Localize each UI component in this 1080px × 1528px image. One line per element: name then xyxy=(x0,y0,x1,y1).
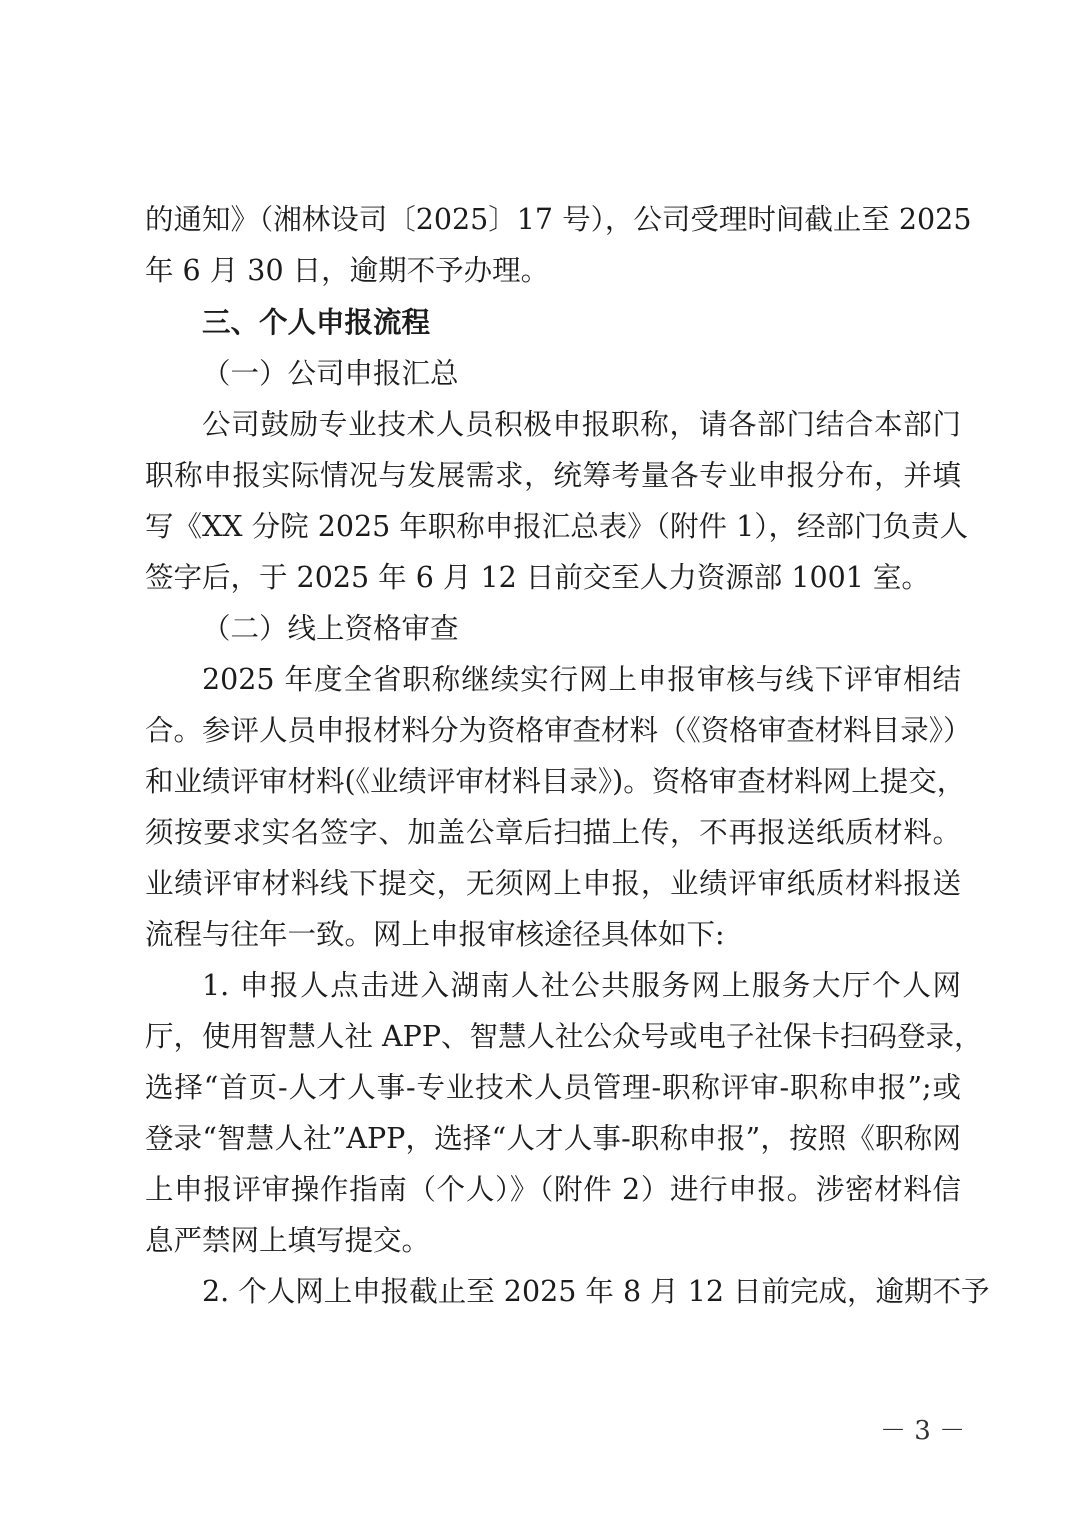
page-number: － 3 － xyxy=(880,1416,966,1446)
body-text-line: 须按要求实名签字、加盖公章后扫描上传，不再报送纸质材料。 xyxy=(145,816,961,849)
body-text-line: 职称申报实际情况与发展需求，统筹考量各专业申报分布，并填 xyxy=(145,459,961,492)
body-text-line: 和业绩评审材料(《业绩评审材料目录》)。资格审查材料网上提交， xyxy=(145,765,966,798)
section-heading: 三、个人申报流程 xyxy=(202,306,431,339)
body-text-line: 2. 个人网上申报截止至 2025 年 8 月 12 日前完成，逾期不予 xyxy=(202,1275,990,1308)
body-text-line: 2025 年度全省职称继续实行网上申报审核与线下评审相结 xyxy=(202,663,961,696)
body-text-line: 合。参评人员申报材料分为资格审查材料（《资格审查材料目录》） xyxy=(145,714,972,747)
subsection-heading: （二）线上资格审查 xyxy=(202,612,459,645)
body-text-line: 1. 申报人点击进入湖南人社公共服务网上服务大厅个人网 xyxy=(202,969,961,1002)
body-text-line: 的通知》（湘林设司〔2025〕17 号），公司受理时间截止至 2025 xyxy=(145,203,972,236)
body-text-line: 上申报评审操作指南（个人）》（附件 2）进行申报。涉密材料信 xyxy=(145,1173,961,1206)
body-text-line: 厅，使用智慧人社 APP、智慧人社公众号或电子社保卡扫码登录， xyxy=(145,1020,983,1053)
body-text-line: 流程与往年一致。网上申报审核途径具体如下: xyxy=(145,918,725,951)
body-text-line: 选择“首页-人才人事-专业技术人员管理-职称评审-职称申报”;或 xyxy=(145,1071,961,1104)
body-text-line: 公司鼓励专业技术人员积极申报职称，请各部门结合本部门 xyxy=(202,408,961,441)
body-text-line: 业绩评审材料线下提交，无须网上申报，业绩评审纸质材料报送 xyxy=(145,867,961,900)
body-text-line: 登录“智慧人社”APP，选择“人才人事-职称申报”，按照《职称网 xyxy=(145,1122,961,1155)
subsection-heading: （一）公司申报汇总 xyxy=(202,357,459,390)
body-text-line: 签字后，于 2025 年 6 月 12 日前交至人力资源部 1001 室。 xyxy=(145,561,930,594)
body-text-line: 写《XX 分院 2025 年职称申报汇总表》（附件 1），经部门负责人 xyxy=(145,510,968,543)
body-text-line: 息严禁网上填写提交。 xyxy=(145,1224,431,1257)
body-text-line: 年 6 月 30 日，逾期不予办理。 xyxy=(145,254,550,287)
